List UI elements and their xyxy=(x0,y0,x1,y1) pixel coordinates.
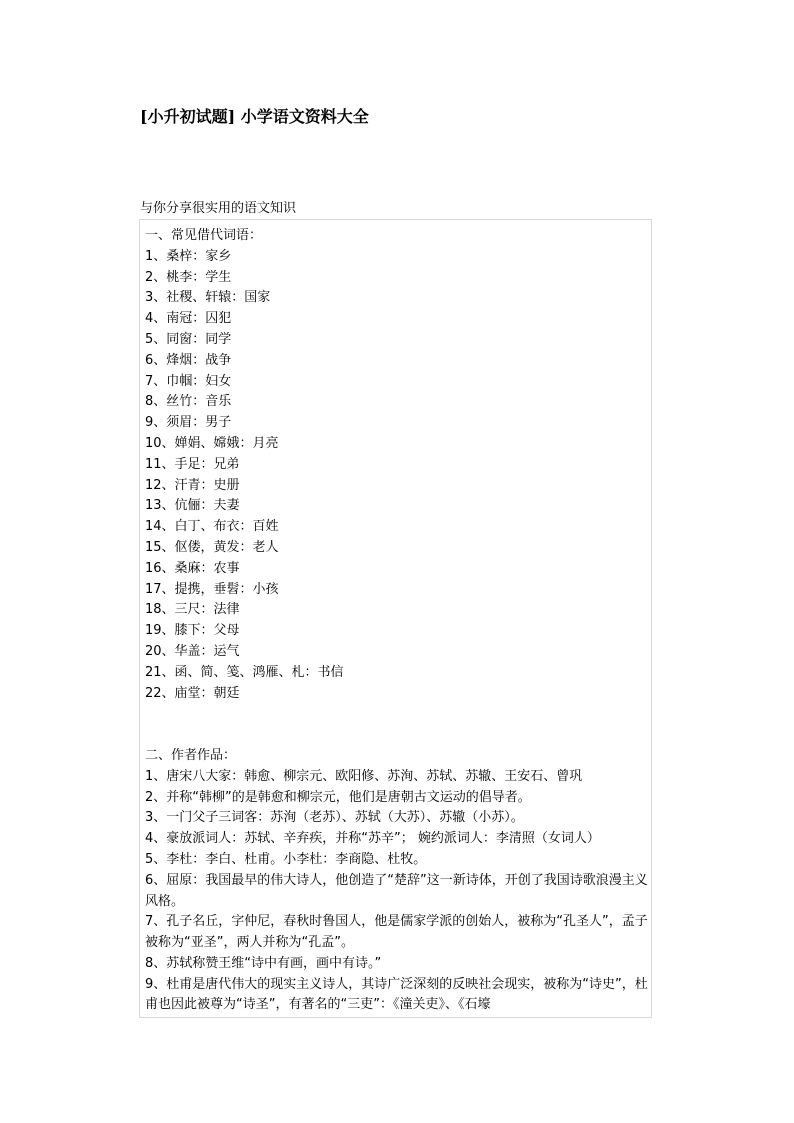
list-item: 6、烽烟：战争 xyxy=(145,352,232,368)
content-box xyxy=(139,219,652,1018)
list-item: 14、白丁、布衣：百姓 xyxy=(145,519,279,535)
list-item: 4、豪放派词人：苏轼、辛弃疾，并称“苏辛”； 婉约派词人：李清照（女词人） xyxy=(145,831,600,847)
list-item: 1、唐宋八大家：韩愈、柳宗元、欧阳修、苏洵、苏轼、苏辙、王安石、曾巩 xyxy=(145,768,583,784)
list-item: 15、伛偻，黄发：老人 xyxy=(145,539,279,555)
list-item: 11、手足：兄弟 xyxy=(145,456,240,472)
list-item: 1、桑梓：家乡 xyxy=(145,248,232,264)
list-item: 16、桑麻：农事 xyxy=(145,560,240,576)
list-item: 10、婵娟、嫦娥：月亮 xyxy=(145,435,279,451)
section-spacer xyxy=(145,704,648,746)
list-item: 18、三尺：法律 xyxy=(145,602,240,618)
list-item: 3、一门父子三词客：苏洵（老苏）、苏轼（大苏）、苏辙（小苏）。 xyxy=(145,810,524,826)
list-item: 22、庙堂：朝廷 xyxy=(145,685,240,701)
list-item: 5、同窗：同学 xyxy=(145,331,232,347)
list-item: 19、膝下：父母 xyxy=(145,623,240,639)
list-item: 12、汗青：史册 xyxy=(145,477,240,493)
metonymy-list xyxy=(145,247,648,705)
list-item: 7、巾帼：妇女 xyxy=(145,373,232,389)
list-item: 20、华盖：运气 xyxy=(145,643,240,659)
authors-list xyxy=(145,767,648,1017)
list-item: 13、伉俪：夫妻 xyxy=(145,498,240,514)
list-item: 9、杜甫是唐代伟大的现实主义诗人，其诗广泛深刻的反映社会现实，被称为“诗史”，杜甫也因此被尊为“诗圣”，有著名的“三吏”：《潼关吏》、《石壕 xyxy=(145,976,648,1013)
section-heading-metonymy: 一、常见借代词语： xyxy=(145,228,263,243)
list-item: 21、函、简、笺、鸿雁、札：书信 xyxy=(145,664,344,680)
list-item: 8、丝竹：音乐 xyxy=(145,394,232,410)
list-item: 3、社稷、轩辕：国家 xyxy=(145,290,271,306)
list-item: 6、屈原：我国最早的伟大诗人，他创造了“楚辞”这一新诗体，开创了我国诗歌浪漫主义风格。 xyxy=(145,872,648,909)
list-item: 4、南冠：囚犯 xyxy=(145,311,232,327)
list-item: 9、须眉：男子 xyxy=(145,415,232,431)
list-item: 7、孔子名丘，字仲尼，春秋时鲁国人，他是儒家学派的创始人，被称为“孔圣人”，孟子被称为“亚圣”，两人并称为“孔孟”。 xyxy=(145,914,648,951)
list-item: 17、提携，垂髫：小孩 xyxy=(145,581,279,597)
list-item: 2、并称“韩柳”的是韩愈和柳宗元，他们是唐朝古文运动的倡导者。 xyxy=(145,789,531,805)
page-title: [小升初试题] 小学语文资料大全 xyxy=(140,107,369,126)
section-heading-authors: 二、作者作品： xyxy=(145,747,237,763)
intro-text: 与你分享很实用的语文知识 xyxy=(140,201,297,216)
list-item: 2、桃李：学生 xyxy=(145,269,232,285)
content-body xyxy=(145,226,648,1016)
list-item: 8、苏轼称赞王维“诗中有画，画中有诗。” xyxy=(145,955,382,971)
list-item: 5、李杜：李白、杜甫。小李杜：李商隐、杜牧。 xyxy=(145,851,427,867)
